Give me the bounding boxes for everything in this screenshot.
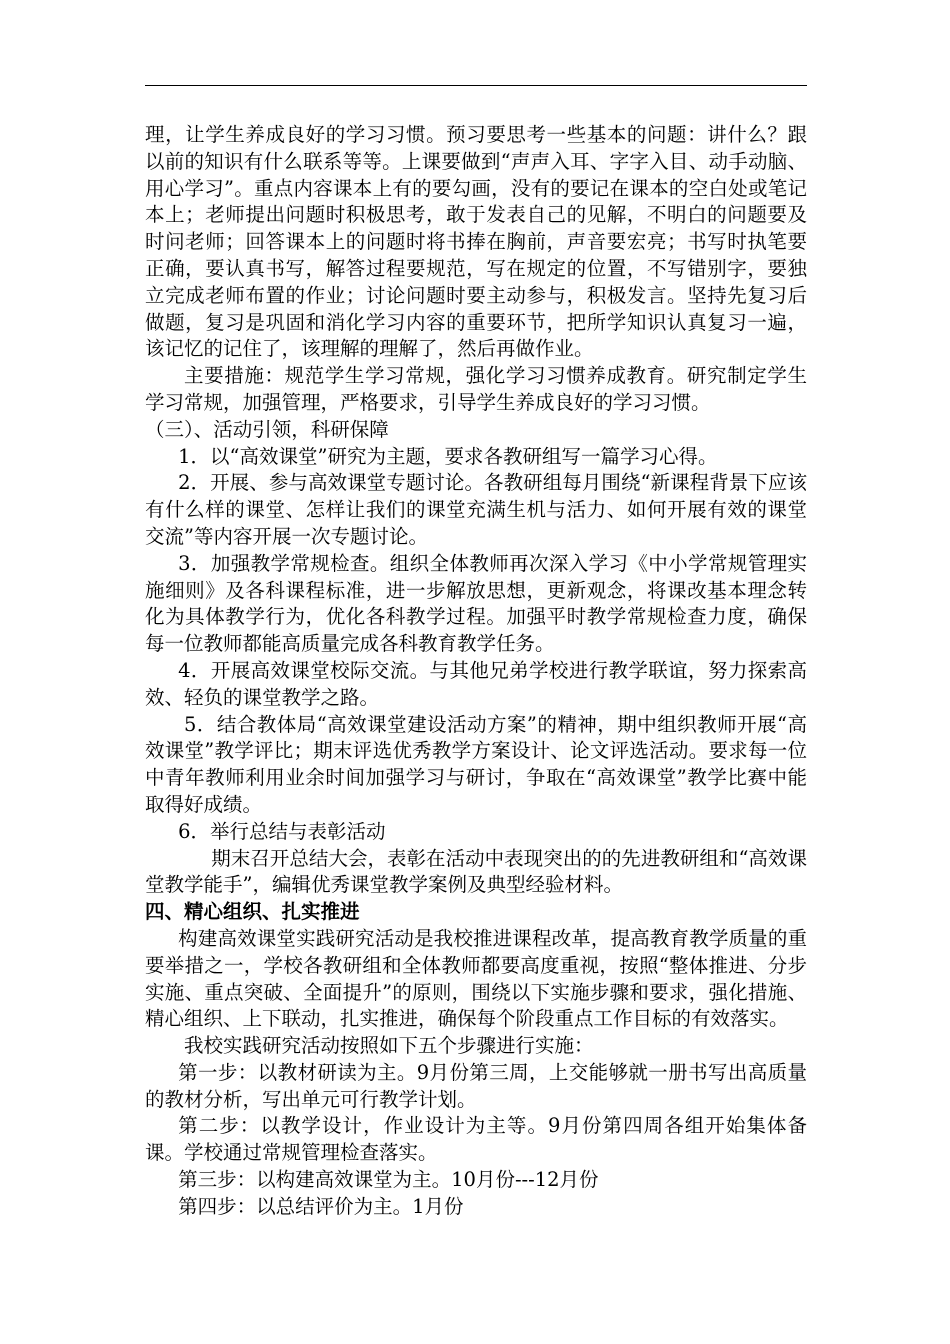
paragraph-study-habits: 理，让学生养成良好的学习习惯。预习要思考一些基本的问题：讲什么？跟以前的知识有什么联系等等。上课要做到“声声入耳、字字入目、动手动脑、用心学习”。重点内容课本上有的要勾画，没有的要记在课本的空白处或笔记本上；老师提出问题时积极思考，敢于发表自己的见解，不明白的问题要及时问老师；回答课本上的问题时将书捧在胸前，声音要宏亮；书写时执笔要正确，要认真书写，解答过程要规范，写在规定的位置，不写错别字，要独立完成老师布置的作业；讨论问题时要主动参与，积极发言。坚持先复习后做题，复习是巩固和消化学习内容的重要环节，把所学知识认真复习一遍，该记忆的记住了，该理解的理解了，然后再做作业。 xyxy=(145,123,807,361)
list-item-2: 2．开展、参与高效课堂专题讨论。各教研组每月围绕“新课程背景下应该有什么样的课堂、怎样让我们的课堂充满生机与活力、如何开展有效的课堂交流”等内容开展一次专题讨论。 xyxy=(145,471,807,548)
list-item-4: 4．开展高效课堂校际交流。与其他兄弟学校进行教学联谊，努力探索高效、轻负的课堂教学之路。 xyxy=(145,658,807,709)
paragraph-organization: 构建高效课堂实践研究活动是我校推进课程改革，提高教育教学质量的重要举措之一，学校各教研组和全体教师都要高度重视，按照“整体推进、分步实施、重点突破、全面提升”的原则，围绕以下实施步骤和要求，强化措施、精心组织、上下联动，扎实推进，确保每个阶段重点工作目标的有效落实。 xyxy=(145,926,807,1031)
paragraph-main-measures: 主要措施：规范学生学习常规，强化学习习惯养成教育。研究制定学生学习常规，加强管理，严格要求，引导学生养成良好的学习习惯。 xyxy=(145,364,807,414)
section-heading-3: （三）、活动引领，科研保障 xyxy=(145,417,389,441)
list-item-6: 6．举行总结与表彰活动 xyxy=(178,819,386,843)
section-heading-4: 四、精心组织、扎实推进 xyxy=(145,900,360,924)
document-body xyxy=(145,122,807,1221)
list-item-1: 1．以“高效课堂”研究为主题，要求各教研组写一篇学习心得。 xyxy=(178,444,718,468)
header-rule xyxy=(145,85,807,86)
step-3: 第三步：以构建高效课堂为主。10月份---12月份 xyxy=(178,1168,599,1192)
step-4: 第四步：以总结评价为主。1月份 xyxy=(178,1194,464,1218)
step-1: 第一步：以教材研读为主。9月份第三周，上交能够就一册书写出高质量的教材分析，写出单元可行教学计划。 xyxy=(145,1060,807,1111)
paragraph-summary-meeting: 期末召开总结大会，表彰在活动中表现突出的的先进教研组和“高效课堂教学能手”，编辑优秀课堂教学案例及典型经验材料。 xyxy=(145,846,807,897)
list-item-5: 5．结合教体局“高效课堂建设活动方案”的精神，期中组织教师开展“高效课堂”教学评比；期末评选优秀教学方案设计、论文评选活动。要求每一位中青年教师利用业余时间加强学习与研讨，争取在“高效课堂”教学比赛中能取得好成绩。 xyxy=(145,712,807,816)
paragraph-five-steps-intro: 我校实践研究活动按照如下五个步骤进行实施： xyxy=(184,1034,594,1058)
step-2: 第二步：以教学设计，作业设计为主等。9月份第四周各组开始集体备课。学校通过常规管理检查落实。 xyxy=(145,1114,807,1165)
list-item-3: 3．加强教学常规检查。组织全体教师再次深入学习《中小学常规管理实施细则》及各科课程标准，进一步解放思想，更新观念，将课改基本理念转化为具体教学行为，优化各科教学过程。加强平时教学常规检查力度，确保每一位教师都能高质量完成各科教育教学任务。 xyxy=(145,551,807,656)
